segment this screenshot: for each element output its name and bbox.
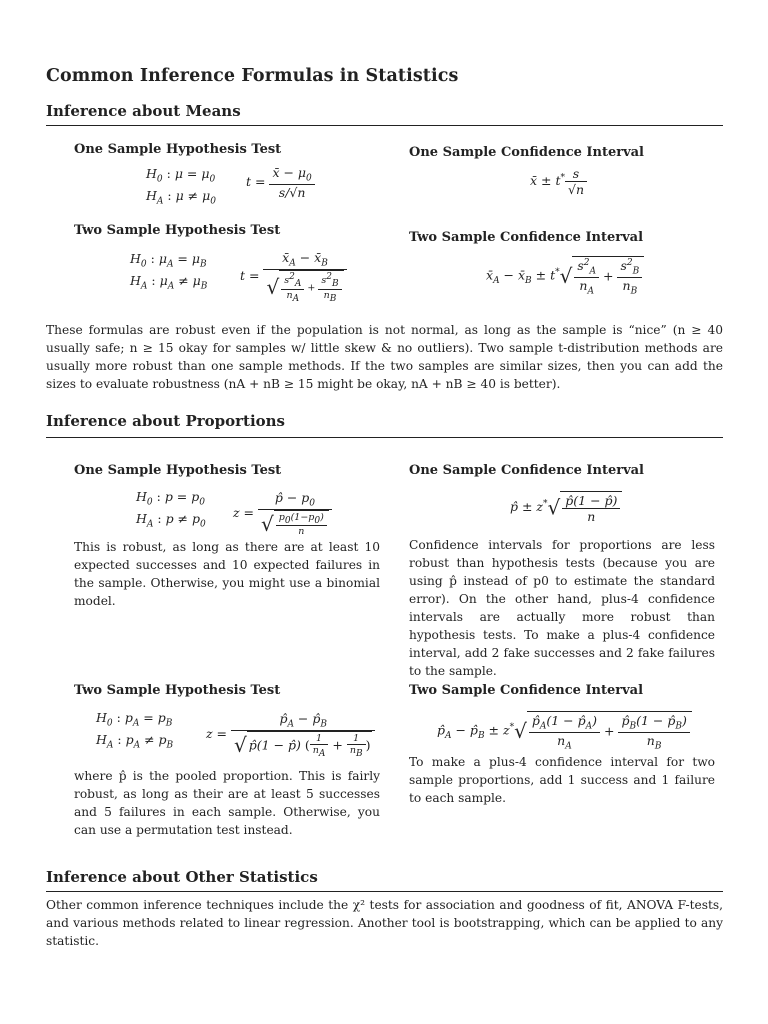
prop-one-sample-ci-formula: p̂ ± z*√ $\frac{p̂(1 - p̂)}{n}$ bbox=[510, 491, 622, 524]
section-heading-means: Inference about Means bbox=[46, 102, 241, 120]
means-two-sample-hypotheses: $H_0$ : $\mu_A = \mu_B$ $H_A$ : $\mu_A \ne \mu_B$ bbox=[130, 251, 208, 291]
prop-two-sample-ht-note: where p̂ is the pooled proportion. This is fairly robust, as long as their are at least 5 successes and 5 failures in each sample. Otherwise, you can use a permutation test instead. bbox=[74, 769, 380, 837]
means-one-sample-ci-formula: x̄ ± t* $\frac{s}{√n}$ bbox=[530, 166, 587, 197]
means-one-sample-ht-label: One Sample Hypothesis Test bbox=[74, 142, 282, 157]
prop-two-sample-ci-label: Two Sample Confidence Interval bbox=[409, 683, 644, 698]
means-two-sample-ci-formula: $x̄_A$ − $x̄_B \pm t^*√$ $\frac{s^2_A}{n_A}$ + $\frac{s^2_B}{n_B}$ bbox=[486, 256, 644, 296]
prop-one-sample-ci-label: One Sample Confidence Interval bbox=[409, 463, 644, 478]
means-robustness-note: These formulas are robust even if the population is not normal, as long as the sample is “nice” (n ≥ 40 usually safe; n ≥ 15 okay for samples w/ little skew & no outliers). Two sample t-distribution methods are usually more robust than one sample methods. If the two samples are similar sizes, then you can add the sizes to evaluate robustness (nA + nB ≥ 15 might be okay, nA + nB ≥ 40 is better). bbox=[46, 323, 723, 391]
section-heading-other: Inference about Other Statistics bbox=[46, 868, 318, 886]
section-heading-proportions: Inference about Proportions bbox=[46, 412, 286, 430]
page-title: Common Inference Formulas in Statistics bbox=[46, 66, 459, 86]
prop-one-sample-hypotheses: $H_0$ : $p = p_0$ $H_A$ : $p \ne p_0$ bbox=[136, 489, 206, 529]
prop-one-sample-ht-label: One Sample Hypothesis Test bbox=[74, 463, 282, 478]
means-one-sample-ci-label: One Sample Confidence Interval bbox=[409, 145, 644, 160]
prop-two-sample-ci-note: To make a plus-4 confidence interval for two sample proportions, add 1 success and 1 failure to each sample. bbox=[409, 755, 715, 805]
means-two-sample-ht-label: Two Sample Hypothesis Test bbox=[74, 223, 281, 238]
section-rule bbox=[46, 437, 723, 438]
prop-one-sample-ci-note: Confidence intervals for proportions are less robust than hypothesis tests (because you are using p̂ instead of p0 to estimate the standard error). On the other hand, plus-4 confidence intervals are actually more robust than hypothesis tests. To make a plus-4 confidence interval, add 2 fake successes and 2 fake failures to the sample. bbox=[409, 538, 715, 678]
prop-one-sample-z-formula: z = p̂ − $p_0$ √ $\frac{p_0(1-p_0)}{n}$ bbox=[233, 490, 332, 537]
section-rule bbox=[46, 125, 723, 126]
prop-two-sample-hypotheses: $H_0$ : $p_A = p_B$ $H_A$ : $p_A \ne p_B$ bbox=[96, 710, 174, 750]
means-one-sample-t-formula: t = $\frac{x̄ - \mu_0}{s/√n}$ bbox=[246, 165, 315, 200]
prop-two-sample-ht-label: Two Sample Hypothesis Test bbox=[74, 683, 281, 698]
prop-two-sample-ci-formula: $p̂_A$ − $p̂_B \pm z^*√$ $\frac{p̂_A(1 - p̂_A)}{n_A}$ + $\frac{p̂_B(1 - p̂_B)}{n_B}$ bbox=[437, 711, 692, 751]
section-rule bbox=[46, 891, 723, 892]
means-one-sample-hypotheses: $H_0$ : $\mu = \mu_0$ $H_A$ : $\mu \ne \mu_0$ bbox=[146, 166, 216, 206]
means-two-sample-ci-label: Two Sample Confidence Interval bbox=[409, 230, 644, 245]
prop-one-sample-ht-note: This is robust, as long as there are at least 10 expected successes and 10 expected failures in the sample. Otherwise, you might use a binomial model. bbox=[74, 540, 380, 608]
prop-two-sample-z-formula: z = $p̂_A$ − $p̂_B$ √ p̂(1 − p̂) ( $\frac{1}{n_A}$ + $\frac{1}{n_B}$ ) bbox=[206, 711, 375, 758]
means-two-sample-t-formula: t = $x̄_A$ − $x̄_B$ √ $\frac{s^2_A}{n_A}$ + $\frac{s^2_B}{n_B}$ bbox=[240, 250, 347, 303]
other-statistics-note: Other common inference techniques include the χ² tests for association and goodness of fit, ANOVA F-tests, and various methods related to linear regression. Another tool is bootstrapping, which can be applied to any statistic. bbox=[46, 898, 723, 948]
